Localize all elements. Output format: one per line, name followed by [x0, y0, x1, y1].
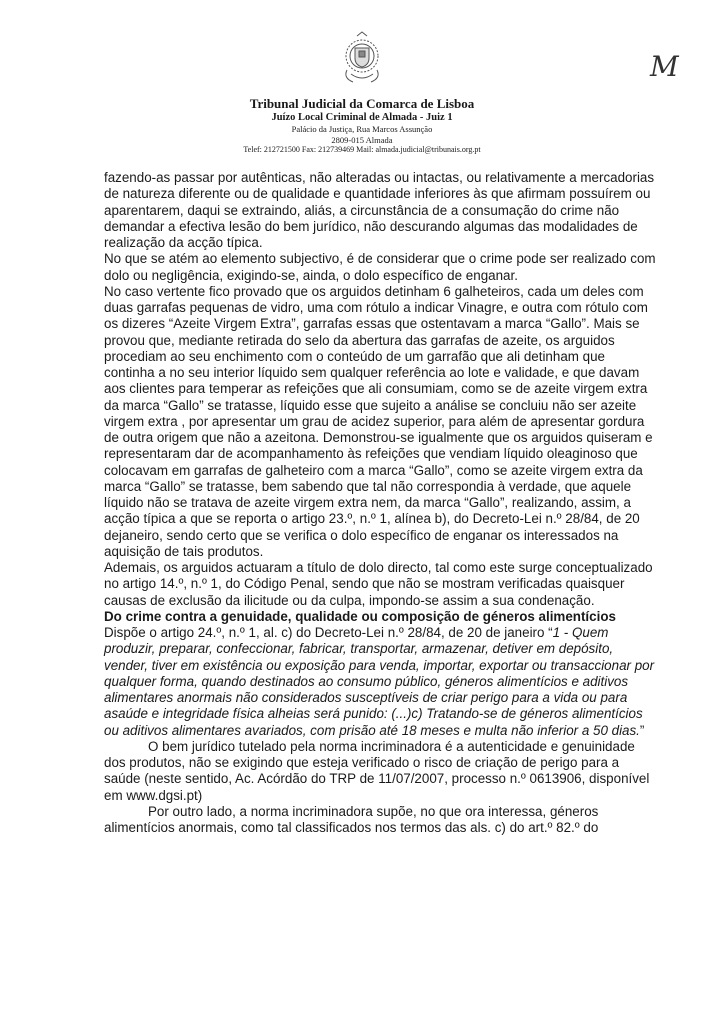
court-section: Juízo Local Criminal de Almada - Juiz 1 [271, 112, 453, 123]
paragraph: O bem jurídico tutelado pela norma incriminadora é a autenticidade e genuinidade dos produtos, não se exigindo que esteja verificado o risco de criação de perigo para a saúde (neste sentido, Ac. Acórdão do TRP de 11/07/2007, processo n.º 0613906, disponível em www.dgsi.pt) [104, 738, 650, 803]
letterhead [0, 30, 724, 155]
paragraph-quote [104, 625, 656, 739]
quote-close: ” [639, 722, 645, 738]
paragraph: No caso vertente fico provado que os arguidos detinham 6 galheteiros, cada um deles com duas garrafas pequenas de vidro, uma com rótulo a indicar Vinagre, e outra com rótulo com os dizeres “Azeite Virgem Extra”, garrafas essas que ostentavam a marca “Gallo”. Mais se provou que, mediante retirada do selo da abertura das garrafas de azeite, os arguidos procediam ao seu enchimento com o conteúdo de um garrafão que ali detinham que continha a no seu interior líquido sem qualquer referência ao lote e validade, e que davam aos clientes para temperar as refeições que ali consumiam, como se de azeite virgem extra da marca “Gallo” se tratasse, líquido esse que sujeito a análise se concluiu não ser azeite virgem extra , por apresentar um grau de acidez superior, para além de apresentar gordura de outra origem que não a azeitona. Demonstrou-se igualmente que os arguidos quiseram e representaram dar de acompanhamento às refeições que vendiam líquido oleaginoso que colocavam em garrafas de galheteiro com a marca “Gallo”, como se azeite virgem extra da marca “Gallo” se tratasse, bem sabendo que tal não correspondia à verdade, que aquele líquido não se tratava de azeite virgem extra nem, da marca “Gallo”, realizando, assim, a acção típica a que se reporta o artigo 23.º, n.º 1, alínea b), do Decreto-Lei n.º 28/84, de 20 dejaneiro, sendo certo que se verifica o dolo específico de enganar os interessados na aquisição de tais produtos. [104, 283, 653, 559]
section-heading: Do crime contra a genuidade, qualidade ou composição de géneros alimentícios [104, 608, 616, 624]
quote-lead: Dispõe o artigo 24.º, n.º 1, al. c) do Decreto-Lei n.º 28/84, de 20 de janeiro “ [104, 625, 553, 640]
court-contact: Telef: 212721500 Fax: 212739469 Mail: almada.judicial@tribunais.org.pt [243, 145, 481, 154]
court-postal: 2809-015 Almada [331, 134, 393, 145]
court-address: Palácio da Justiça, Rua Marcos Assunção [291, 124, 433, 134]
coat-of-arms-icon [331, 30, 393, 92]
paragraph: fazendo-as passar por autênticas, não alteradas ou intactas, ou relativamente a mercadorias de natureza diferente ou de qualidade e quantidade inferiores às que afirmam possuírem ou aparentarem, daqui se extraindo, aliás, a circunstância de a consumação do crime não demandar a efectiva lesão do bem jurídico, não descurando algumas das modalidades de realização da acção típica. [104, 170, 655, 250]
paragraph: No que se atém ao elemento subjectivo, é de considerar que o crime pode ser realizado com dolo ou negligência, exigindo-se, ainda, o dolo específico de enganar. [104, 251, 656, 283]
court-name: Tribunal Judicial da Comarca de Lisboa [249, 96, 475, 111]
paragraph: Ademais, os arguidos actuaram a título de dolo directo, tal como este surge conceptualizado no artigo 14.º, n.º 1, do Código Penal, sendo que não se mostram verificadas quaisquer causas de exclusão da ilicitude ou da culpa, impondo-se assim a sua condenação. [104, 560, 653, 608]
document-body [104, 170, 656, 836]
paragraph: Por outro lado, a norma incriminadora supõe, no que ora interessa, géneros alimentícios anormais, como tal classificados nos termos das als. c) do art.º 82.º do [104, 803, 599, 835]
handwritten-annotation: M [650, 50, 679, 83]
legal-quote: 1 - Quem produzir, preparar, confeccionar, fabricar, transportar, armazenar, detiver em depósito, vender, tiver em existência ou exposição para venda, importar, exportar ou transaccionar por qualquer forma, quando destinados ao consumo público, géneros alimentícios e aditivos alimentares anormais não considerados susceptíveis de criar perigo para a vida ou para asaúde e integridade física alheias será punido: (...)c) Tratando-se de géneros alimentícios ou aditivos alimentares avariados, com prisão até 18 meses e multa não inferior a 50 dias. [104, 625, 655, 738]
